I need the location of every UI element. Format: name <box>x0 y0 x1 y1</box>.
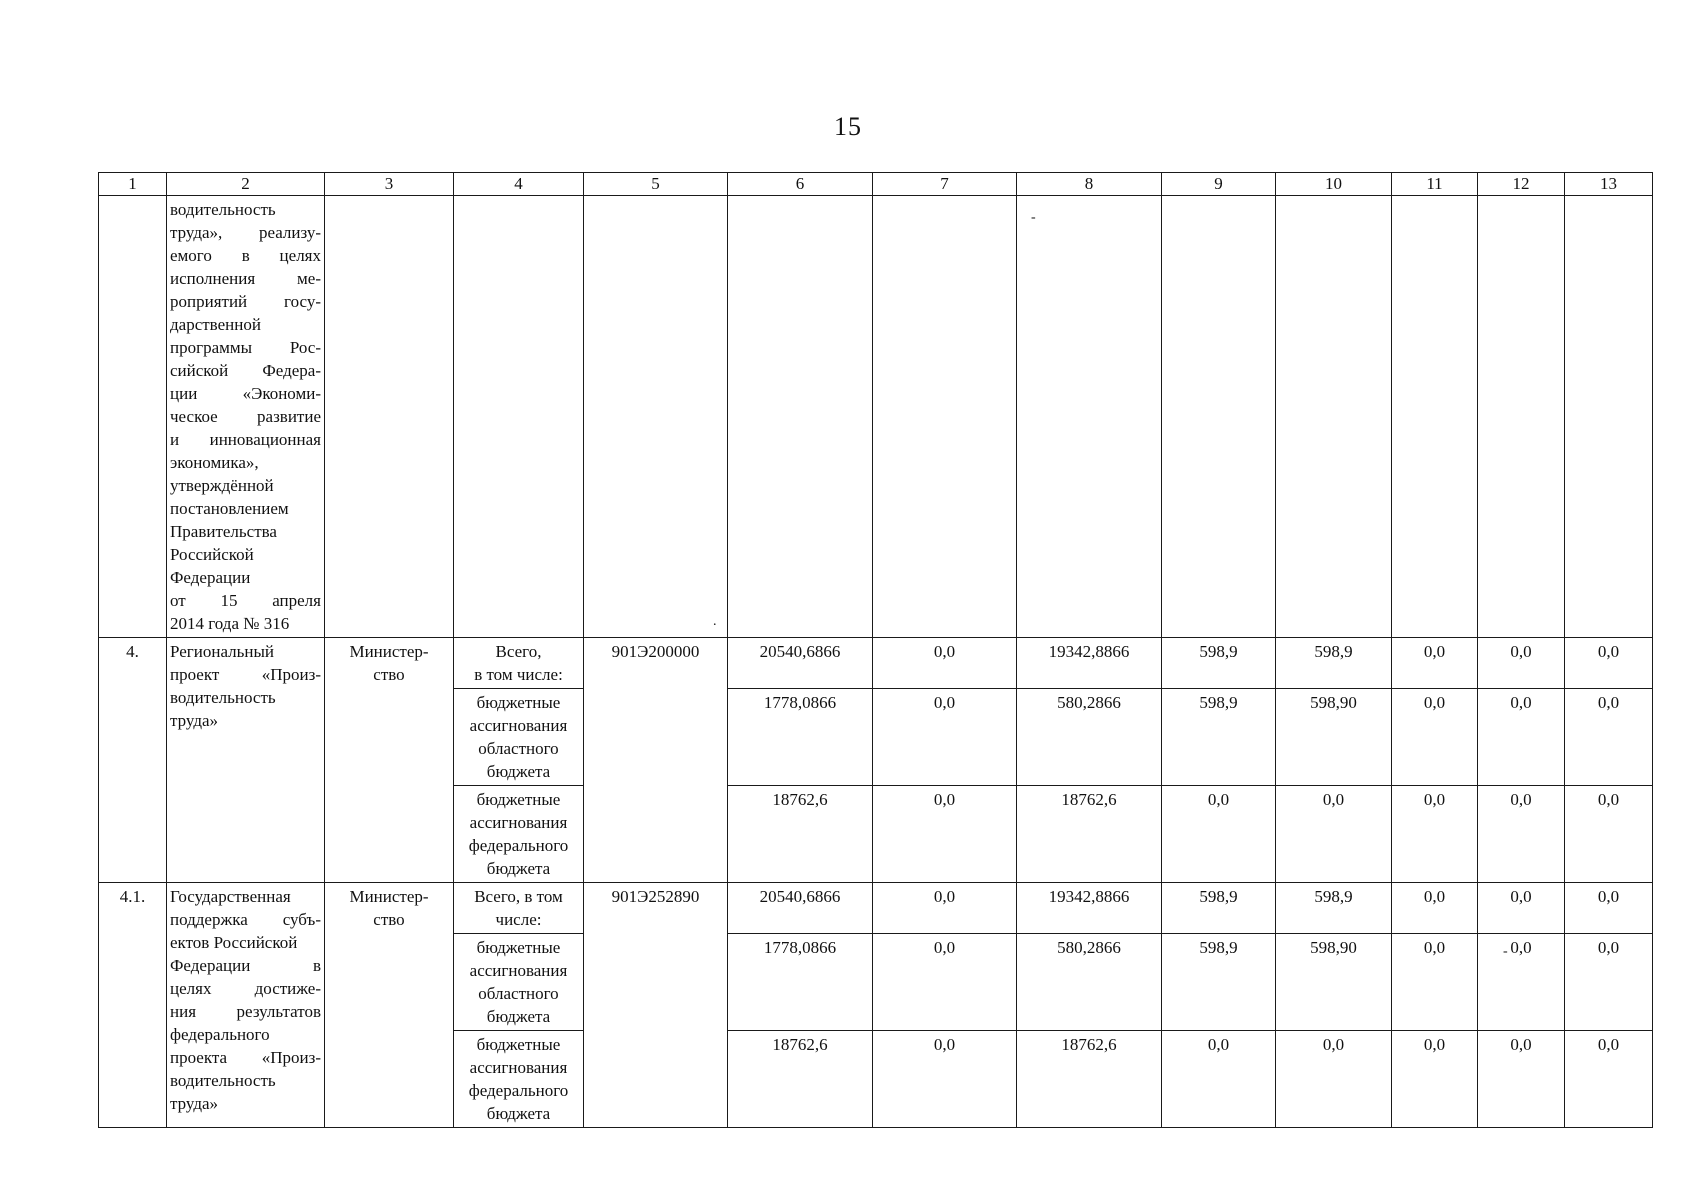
value-cell: 598,9 <box>1276 883 1392 934</box>
value-cell: 0,0 <box>1392 638 1478 689</box>
value-cell: 18762,6 <box>728 786 873 883</box>
value-cell: 18762,6 <box>1017 786 1162 883</box>
value-cell: 0,0 <box>1565 883 1653 934</box>
value-cell: 0,0 <box>1162 1031 1276 1128</box>
column-header: 3 <box>325 173 454 196</box>
value-cell: 0,0 <box>873 786 1017 883</box>
value-cell: 19342,8866 <box>1017 883 1162 934</box>
value-cell: 0,0 <box>1478 1031 1565 1128</box>
value-cell: 598,9 <box>1162 883 1276 934</box>
value-cell: 598,9 <box>1162 689 1276 786</box>
funding-source: бюджетные ассигнования областного бюджета <box>454 934 584 1031</box>
column-header: 10 <box>1276 173 1392 196</box>
column-header: 2 <box>167 173 325 196</box>
value-cell: 18762,6 <box>1017 1031 1162 1128</box>
value-cell: 598,90 <box>1276 934 1392 1031</box>
executor: Министер- ство <box>325 638 454 883</box>
value-cell: 0,0 <box>1478 786 1565 883</box>
funding-source: Всего, в том числе: <box>454 883 584 934</box>
value-cell: 0,0 <box>1565 638 1653 689</box>
column-header: 9 <box>1162 173 1276 196</box>
value-cell: 1778,0866 <box>728 689 873 786</box>
page-number: 15 <box>834 112 862 141</box>
value-cell: 0,0 <box>1478 689 1565 786</box>
header-row <box>99 173 1653 196</box>
value-cell: 0,0 <box>1478 934 1565 1031</box>
executor: Министер- ство <box>325 883 454 1128</box>
project-name: Региональный проект «Произ- водительность труда» <box>167 638 325 883</box>
value-cell: 0,0 <box>873 934 1017 1031</box>
funding-source: бюджетные ассигнования областного бюджета <box>454 689 584 786</box>
value-cell: 0,0 <box>1478 638 1565 689</box>
column-header: 11 <box>1392 173 1478 196</box>
value-cell: 0,0 <box>1565 689 1653 786</box>
value-cell: 598,9 <box>1276 638 1392 689</box>
value-cell: 20540,6866 <box>728 638 873 689</box>
value-cell: 0,0 <box>873 638 1017 689</box>
funding-source: бюджетные ассигнования федерального бюджета <box>454 1031 584 1128</box>
value-cell: 0,0 <box>873 1031 1017 1128</box>
project-name: Государственная поддержка субъ- ектов Российской Федерации в целях достиже- ния результатов федерального проекта «Произ- водительность труда» <box>167 883 325 1128</box>
value-cell: 0,0 <box>1565 934 1653 1031</box>
budget-code: 901Э252890 <box>584 883 728 1128</box>
column-header: 1 <box>99 173 167 196</box>
column-header: 7 <box>873 173 1017 196</box>
value-cell: 580,2866 <box>1017 689 1162 786</box>
continuation-text: водительность труда», реализу- емого в целях исполнения ме- роприятий госу- дарственной программы Рос- сийской Федера- ции «Экономи- ческое развитие и инновационная экономика», утверждённой постановлением Правительства Российской Федерации от 15 апреля 2014 года № 316 <box>167 196 325 638</box>
budget-table <box>98 172 1653 1128</box>
value-cell: 0,0 <box>873 883 1017 934</box>
column-header: 4 <box>454 173 584 196</box>
funding-source: бюджетные ассигнования федерального бюджета <box>454 786 584 883</box>
stray-mark: - <box>1503 944 1508 959</box>
value-cell: 0,0 <box>873 689 1017 786</box>
value-cell: 1778,0866 <box>728 934 873 1031</box>
column-header: 8 <box>1017 173 1162 196</box>
table-row <box>99 883 1653 934</box>
column-header: 6 <box>728 173 873 196</box>
value-cell: 598,9 <box>1162 638 1276 689</box>
value-cell: 0,0 <box>1392 934 1478 1031</box>
value-cell: 20540,6866 <box>728 883 873 934</box>
value-cell: 0,0 <box>1276 786 1392 883</box>
value-cell: 598,90 <box>1276 689 1392 786</box>
row-number: 4.1. <box>99 883 167 1128</box>
column-header: 12 <box>1478 173 1565 196</box>
value-cell: 0,0 <box>1565 1031 1653 1128</box>
value-cell: 19342,8866 <box>1017 638 1162 689</box>
funding-source: Всего, в том числе: <box>454 638 584 689</box>
budget-code: 901Э200000 <box>584 638 728 883</box>
value-cell: 0,0 <box>1565 786 1653 883</box>
continuation-row <box>99 196 1653 638</box>
column-header: 5 <box>584 173 728 196</box>
row-number: 4. <box>99 638 167 883</box>
value-cell: 18762,6 <box>728 1031 873 1128</box>
value-cell: 0,0 <box>1392 689 1478 786</box>
stray-mark: - <box>1031 210 1036 225</box>
value-cell: 0,0 <box>1392 883 1478 934</box>
value-cell: 598,9 <box>1162 934 1276 1031</box>
value-cell: 0,0 <box>1162 786 1276 883</box>
table-row <box>99 638 1653 689</box>
value-cell: 580,2866 <box>1017 934 1162 1031</box>
value-cell: 0,0 <box>1276 1031 1392 1128</box>
value-cell: 0,0 <box>1392 786 1478 883</box>
stray-mark: . <box>713 614 717 629</box>
value-cell: 0,0 <box>1478 883 1565 934</box>
column-header: 13 <box>1565 173 1653 196</box>
value-cell: 0,0 <box>1392 1031 1478 1128</box>
